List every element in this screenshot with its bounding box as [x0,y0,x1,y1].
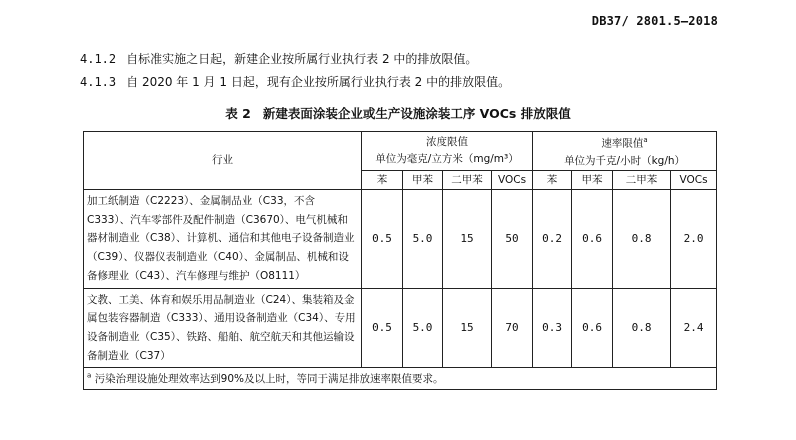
value-cell: 50 [492,190,533,289]
value-cell: 0.3 [533,288,572,368]
rate-footnote-mark: a [643,136,648,145]
clause-text: 自 2020 年 1 月 1 日起，现有企业按所属行业执行表 2 中的排放限值。 [126,75,511,89]
table-title: 新建表面涂装企业或生产设施涂装工序 VOCs 排放限值 [262,106,571,121]
value-cell: 15 [443,190,492,289]
rate-title-line [533,132,716,153]
value-cell: 70 [492,288,533,368]
table-row [84,288,717,368]
industry-header: 行业 [84,132,362,190]
concentration-unit: 单位为毫克/立方米（mg/m³） [375,153,519,165]
rate-col-vocs: VOCs [671,171,717,190]
value-cell: 0.6 [572,288,613,368]
table-row [84,190,717,289]
value-cell: 5.0 [403,190,443,289]
footnote-text: 污染治理设施处理效率达到90%及以上时，等同于满足排放速率限值要求。 [94,373,444,386]
value-cell: 5.0 [403,288,443,368]
table-caption [0,104,796,122]
rate-unit: 单位为千克/小时（kg/h） [564,154,686,167]
value-cell: 0.8 [613,288,671,368]
clause-text: 自标准实施之日起，新建企业按所属行业执行表 2 中的排放限值。 [126,52,478,66]
concentration-header [362,132,533,171]
clause-4-1-2 [80,50,477,67]
footnote-mark: a [87,371,92,380]
value-cell: 15 [443,288,492,368]
conc-col-vocs: VOCs [492,171,533,190]
rate-title: 速率限值 [601,137,644,150]
table-footnote-row [84,368,717,390]
clause-4-1-3 [80,73,510,90]
concentration-title: 浓度限值 [426,136,469,148]
value-cell: 0.8 [613,190,671,289]
conc-col-benzene: 苯 [362,171,403,190]
value-cell: 0.5 [362,190,403,289]
rate-col-xylene: 二甲苯 [613,171,671,190]
value-cell: 0.5 [362,288,403,368]
value-cell: 0.6 [572,190,613,289]
value-cell: 2.4 [671,288,717,368]
clause-number: 4.1.3 [80,75,117,89]
conc-col-toluene: 甲苯 [403,171,443,190]
emission-limits-table [83,131,717,390]
industry-cell: 文教、工美、体育和娱乐用品制造业（C24）、集装箱及金属包装容器制造（C333）、通用设备制造业（C34）、专用设备制造业（C35）、铁路、船舶、航空航天和其他运输设备制造业（C37） [84,288,362,368]
table-footnote [84,368,717,390]
value-cell: 0.2 [533,190,572,289]
rate-header [533,132,717,171]
table-number: 表 2 [225,106,251,121]
industry-cell: 加工纸制造（C2223）、金属制品业（C33，不含C333）、汽车零部件及配件制造（C3670）、电气机械和器材制造业（C38）、计算机、通信和其他电子设备制造业（C39）、仪器仪表制造业（C40）、金属制品、机械和设备修理业（C43）、汽车修理与维护（O8111） [84,190,362,289]
rate-col-benzene: 苯 [533,171,572,190]
standard-code: DB37/ 2801.5—2018 [591,14,718,28]
clause-number: 4.1.2 [80,52,117,66]
conc-col-xylene: 二甲苯 [443,171,492,190]
rate-col-toluene: 甲苯 [572,171,613,190]
value-cell: 2.0 [671,190,717,289]
